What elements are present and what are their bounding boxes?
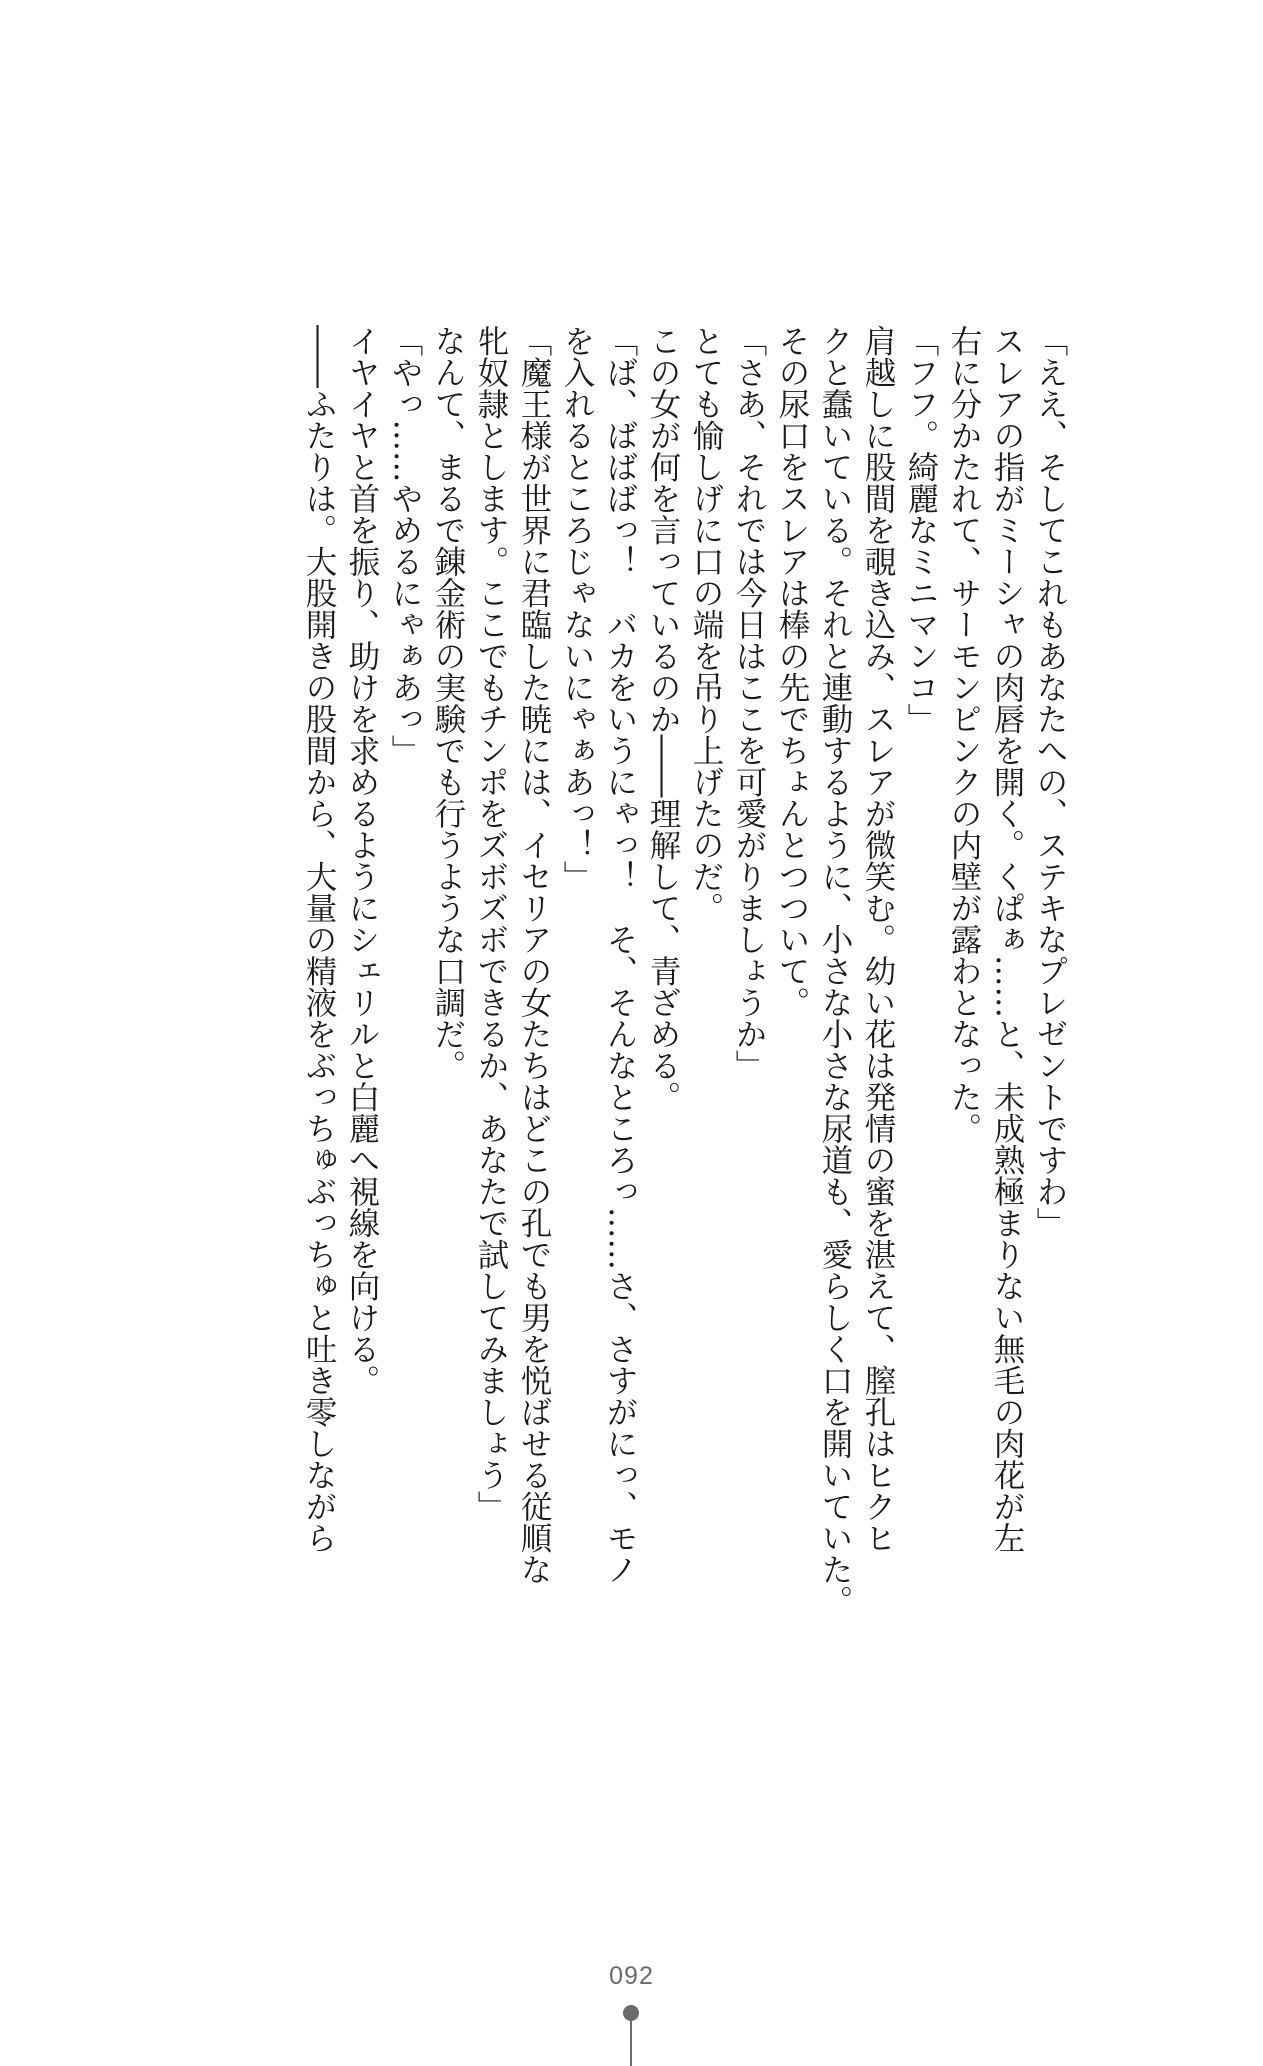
text-line: イヤイヤと首を振り、助けを求めるようにシェリルと白麗へ視線を向ける。 <box>344 325 380 1396</box>
text-line: を入れるところじゃないにゃぁあっ！」 <box>559 325 595 892</box>
text-line: なんて、まるで錬金術の実験でも行うような口調だ。 <box>430 325 466 1081</box>
text-line: 「ええ、そしてこれもあなたへの、ステキなプレゼントですわ」 <box>1032 325 1068 1239</box>
vertical-text-body <box>297 325 1071 1710</box>
text-line: 「さあ、それでは今日はここを可愛がりましょうか」 <box>731 325 767 1081</box>
text-line: 「魔王様が世界に君臨した暁には、イセリアの女たちはどこの孔でも男を悦ばせる従順な <box>516 325 552 1585</box>
folio-rule-ornament <box>630 2020 632 2066</box>
text-line: この女が何を言っているのか――理解して、青ざめる。 <box>645 325 681 1113</box>
page-number: 092 <box>609 1962 654 1990</box>
text-line: 肩越しに股間を覗き込み、スレアが微笑む。幼い花は発情の蜜を湛えて、膣孔はヒクヒ <box>860 325 896 1554</box>
folio-dot-ornament <box>623 2005 639 2021</box>
text-line: その尿口をスレアは棒の先でちょんとつついて。 <box>774 325 810 1018</box>
text-line: 右に分かたれて、サーモンピンクの内壁が露わとなった。 <box>946 325 982 1144</box>
text-line: 牝奴隷とします。ここでもチンポをズボズボできるか、あなたで試してみましょう」 <box>473 325 509 1522</box>
text-line: 「ば、ばばばっ！ バカをいうにゃっ！ そ、そんなところっ……さ、さすがにっ、モノ <box>602 325 638 1585</box>
text-line: クと蠢いている。それと連動するように、小さな小さな尿道も、愛らしく口を開いていた。 <box>817 325 853 1617</box>
text-line: 「やっ……やめるにゃぁあっ」 <box>387 325 423 766</box>
text-line: とても愉しげに口の端を吊り上げたのだ。 <box>688 325 724 924</box>
text-line: ――ふたりは。大股開きの股間から、大量の精液をぶっちゅぶっちゅと吐き零しながら <box>301 325 337 1554</box>
text-line: 「フフ。綺麗なミニマンコ」 <box>903 325 939 735</box>
text-line: スレアの指がミーシャの肉唇を開く。くぱぁ……と、未成熟極まりない無毛の肉花が左 <box>989 325 1025 1554</box>
